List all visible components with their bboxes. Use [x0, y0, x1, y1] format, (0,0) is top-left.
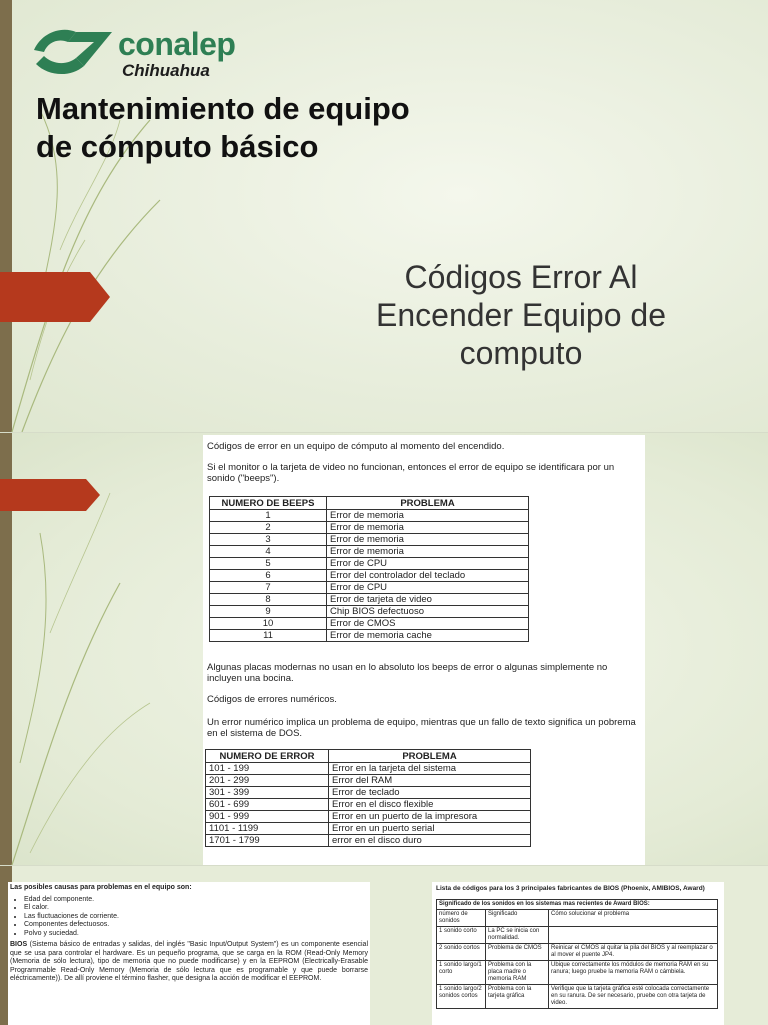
- subtitle-line: Códigos Error Al: [404, 259, 638, 295]
- problem-cell: Error en un puerto serial: [329, 823, 531, 835]
- conalep-logo-icon: [32, 24, 114, 76]
- meaning-cell: Problema con la placa madre o memoria RAM: [486, 960, 549, 984]
- beeps-table: [209, 496, 529, 642]
- subtitle-line: Encender Equipo de: [376, 297, 666, 333]
- beep-count: 11: [210, 630, 327, 642]
- table-header-row: [210, 497, 529, 510]
- bios-list-title: Lista de códigos para los 3 principales fabricantes de BIOS (Phoenix, AMIBIOS, Award): [436, 885, 705, 892]
- intro-text: Códigos de error en un equipo de cómputo al momento del encendido.: [207, 441, 505, 452]
- title-slide: [0, 0, 768, 432]
- table-row: [206, 787, 531, 799]
- table-row: [206, 835, 531, 847]
- problem-cell: Error de memoria: [327, 546, 529, 558]
- problem-cell: Error de memoria: [327, 522, 529, 534]
- column-header: Significado: [486, 909, 549, 926]
- bios-term: BIOS: [10, 941, 28, 948]
- column-header: NUMERO DE BEEPS: [210, 497, 327, 510]
- table-row: [210, 594, 529, 606]
- bios-paragraph: [10, 941, 368, 984]
- table-row: [206, 763, 531, 775]
- error-codes-slide: [0, 432, 768, 865]
- sound-count: 1 sonido largo/2 sonidos cortos: [437, 984, 486, 1008]
- table-row: [437, 943, 718, 960]
- table-row: [437, 984, 718, 1008]
- table-row: [206, 799, 531, 811]
- monitor-note: Si el monitor o la tarjeta de video no funcionan, entonces el error de equipo se identificara por un sonido ("beeps").: [207, 462, 615, 484]
- logo-name: conalep: [118, 26, 236, 62]
- table-row: [210, 558, 529, 570]
- sound-count: 1 sonido largo/1 corto: [437, 960, 486, 984]
- boards-note: Algunas placas modernas no usan en lo absoluto los beeps de error o algunas simplemente no incluyen una bocina.: [207, 662, 608, 684]
- numeric-heading: Códigos de errores numéricos.: [207, 694, 337, 705]
- table-row: [210, 570, 529, 582]
- problem-cell: Error de tarjeta de video: [327, 594, 529, 606]
- problem-cell: Error en el disco flexible: [329, 799, 531, 811]
- table-row: [210, 630, 529, 642]
- table-row: [210, 606, 529, 618]
- table-title-row: [437, 899, 718, 909]
- error-range: 901 - 999: [206, 811, 329, 823]
- problem-cell: Error del RAM: [329, 775, 531, 787]
- meaning-cell: Problema de CMOS: [486, 943, 549, 960]
- red-arrow-marker: [0, 479, 102, 511]
- table-row: [210, 534, 529, 546]
- column-header: PROBLEMA: [327, 497, 529, 510]
- table-row: [210, 522, 529, 534]
- causes-slide: [0, 865, 768, 1025]
- error-range: 201 - 299: [206, 775, 329, 787]
- bios-definition: (Sistema básico de entradas y salidas, del inglés "Basic Input/Output System") es un componente esencial que se usa para controlar el hardware. Es un pequeño programa, que se carga en la ROM (Read-Only Memory (Memoria de sólo lectura), tipo de memoria que no puede modificarse) y en la EEPROM (Electrically-Erasable Programmable Read-Only Memory (Memoria de sólo lectura que es programable y que puede borrarse eléctricamente)). De allí proviene el término flasher, que designa la acción de modificar el EEPROM.: [10, 941, 368, 982]
- slide-title: [36, 90, 410, 166]
- table-title: Significado de los sonidos en los sistemas mas recientes de Award BIOS:: [437, 899, 718, 909]
- problem-cell: Error de CMOS: [327, 618, 529, 630]
- problem-cell: Error de teclado: [329, 787, 531, 799]
- solution-cell: Verifique que la tarjeta gráfica esté colocada correctamente en su ranura. De ser necesario, pruebe con otra tarjeta de video.: [549, 984, 718, 1008]
- problem-cell: Chip BIOS defectuoso: [327, 606, 529, 618]
- table-row: [437, 960, 718, 984]
- slide-subtitle: [330, 258, 712, 372]
- table-row: [210, 582, 529, 594]
- causes-list: [24, 896, 368, 939]
- beep-count: 4: [210, 546, 327, 558]
- table-row: [437, 926, 718, 943]
- column-header: número de sonidos: [437, 909, 486, 926]
- numeric-errors-table: [205, 749, 531, 847]
- beep-count: 6: [210, 570, 327, 582]
- table-row: [210, 546, 529, 558]
- bios-codes-document: [432, 882, 724, 1025]
- red-arrow-marker: [0, 272, 112, 322]
- beep-count: 1: [210, 510, 327, 522]
- problem-cell: Error de memoria cache: [327, 630, 529, 642]
- list-item: • Componentes defectuosos.: [24, 921, 368, 930]
- table-row: [210, 510, 529, 522]
- solution-cell: [549, 926, 718, 943]
- solution-cell: Reinicar el CMOS al quitar la pila del BIOS y al reemplazar o al mover el puente JP4.: [549, 943, 718, 960]
- problem-cell: Error de CPU: [327, 558, 529, 570]
- error-range: 1101 - 1199: [206, 823, 329, 835]
- beep-count: 8: [210, 594, 327, 606]
- table-row: [206, 811, 531, 823]
- sound-count: 2 sonido cortos: [437, 943, 486, 960]
- table-row: [206, 823, 531, 835]
- table-header-row: [206, 750, 531, 763]
- beep-count: 3: [210, 534, 327, 546]
- beep-count: 10: [210, 618, 327, 630]
- solution-cell: Ubique correctamente los módulos de memoria RAM en su ranura; luego pruebe la memoria RAM o cámbiela.: [549, 960, 718, 984]
- list-item: • Edad del componente.: [24, 896, 368, 905]
- error-range: 301 - 399: [206, 787, 329, 799]
- list-item: • El calor.: [24, 904, 368, 913]
- list-item: • Polvo y suciedad.: [24, 930, 368, 939]
- beep-count: 5: [210, 558, 327, 570]
- column-header: PROBLEMA: [329, 750, 531, 763]
- sound-count: 1 sonido corto: [437, 926, 486, 943]
- title-line: de cómputo básico: [36, 129, 319, 164]
- problem-cell: Error de memoria: [327, 510, 529, 522]
- problem-cell: Error de CPU: [327, 582, 529, 594]
- causes-document: [8, 882, 370, 1025]
- award-bios-table: [436, 899, 718, 1009]
- table-header-row: [437, 909, 718, 926]
- meaning-cell: Problema con la tarjeta gráfica: [486, 984, 549, 1008]
- title-line: Mantenimiento de equipo: [36, 91, 410, 126]
- problem-cell: error en el disco duro: [329, 835, 531, 847]
- error-range: 601 - 699: [206, 799, 329, 811]
- column-header: Cómo solucionar el problema: [549, 909, 718, 926]
- error-codes-document: [203, 435, 645, 865]
- meaning-cell: La PC se inicia con normalidad.: [486, 926, 549, 943]
- beep-count: 2: [210, 522, 327, 534]
- problem-cell: Error de memoria: [327, 534, 529, 546]
- problem-cell: Error en un puerto de la impresora: [329, 811, 531, 823]
- error-range: 101 - 199: [206, 763, 329, 775]
- list-item: • Las fluctuaciones de corriente.: [24, 913, 368, 922]
- problem-cell: Error en la tarjeta del sistema: [329, 763, 531, 775]
- problem-cell: Error del controlador del teclado: [327, 570, 529, 582]
- subtitle-line: computo: [459, 335, 583, 371]
- numeric-note: Un error numérico implica un problema de equipo, mientras que un fallo de texto significa un pobrema en el sistema de DOS.: [207, 717, 636, 739]
- table-row: [210, 618, 529, 630]
- column-header: NUMERO DE ERROR: [206, 750, 329, 763]
- error-range: 1701 - 1799: [206, 835, 329, 847]
- beep-count: 7: [210, 582, 327, 594]
- table-row: [206, 775, 531, 787]
- beep-count: 9: [210, 606, 327, 618]
- logo-region: Chihuahua: [122, 61, 210, 80]
- causes-heading: Las posibles causas para problemas en el equipo son:: [10, 884, 192, 891]
